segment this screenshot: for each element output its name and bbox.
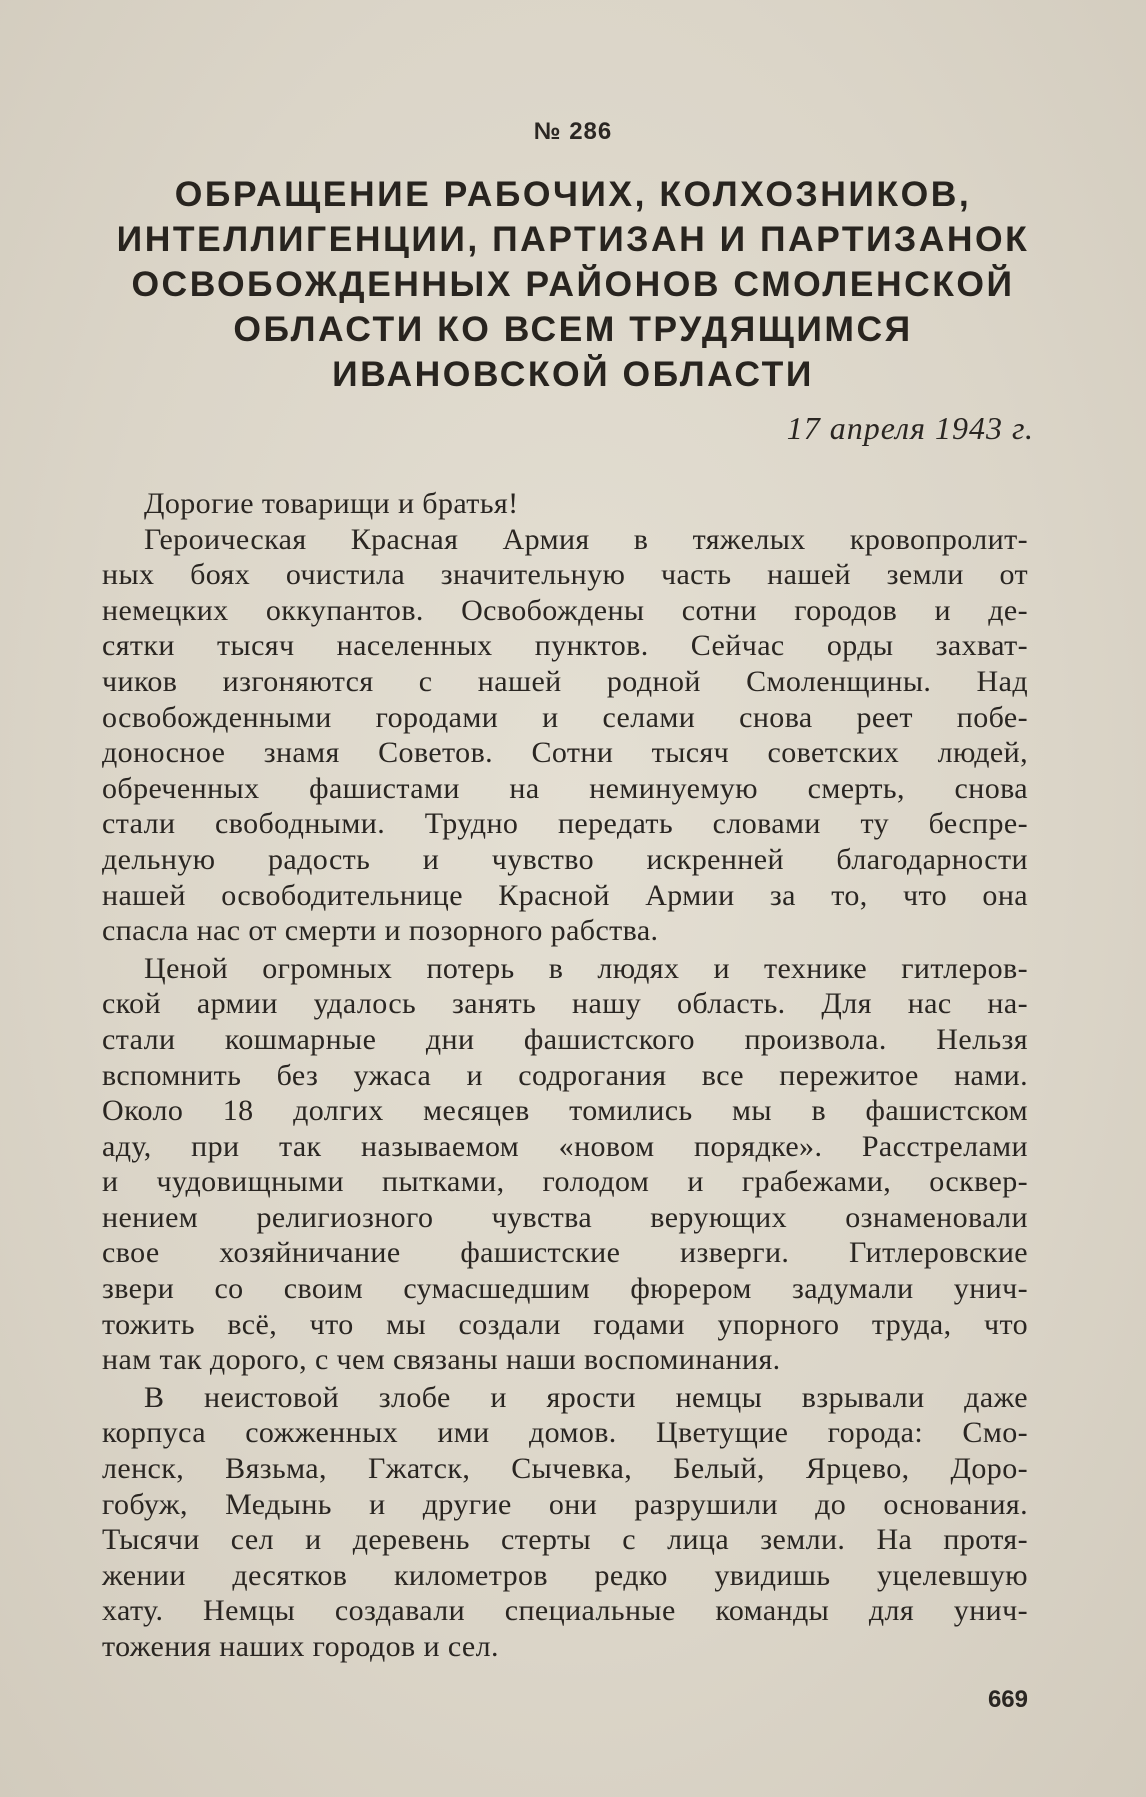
text-line: и чудовищными пытками, голодом и грабежами, осквер- (102, 1165, 1028, 1199)
text-line: тожения наших городов и сел. (102, 1630, 499, 1663)
text-line: стали свободными. Трудно передать словами ту беспре- (102, 807, 1028, 841)
text-line: ленск, Вязьма, Гжатск, Сычевка, Белый, Ярцево, Доро- (102, 1452, 1028, 1486)
paragraph-2 (102, 951, 1028, 1378)
text-line: В неистовой злобе и ярости немцы взрывали даже (144, 1380, 1028, 1414)
page-number: 669 (987, 1686, 1028, 1713)
text-line: дельную радость и чувство искренней благодарности (102, 842, 1028, 876)
text-line: свое хозяйничание фашистские изверги. Гитлеровские (102, 1236, 1028, 1270)
text-line: обреченных фашистами на неминуемую смерть, снова (102, 771, 1028, 805)
text-line: ных боях очистила значительную часть нашей земли от (102, 558, 1028, 592)
text-line: нением религиозного чувства верующих ознаменовали (102, 1200, 1028, 1234)
text-line: жении десятков километров редко увидишь уцелевшую (102, 1558, 1028, 1592)
text-line: немецких оккупантов. Освобождены сотни городов и де- (102, 593, 1028, 627)
document-number: № 286 (533, 118, 613, 145)
document-body (102, 486, 1028, 1665)
text-line: стали кошмарные дни фашистского произвола. Нельзя (102, 1022, 1028, 1056)
text-line: сятки тысяч населенных пунктов. Сейчас орды захват- (102, 629, 1028, 663)
text-line: спасла нас от смерти и позорного рабства. (102, 914, 659, 948)
text-line: Около 18 долгих месяцев томились мы в фашистском (102, 1094, 1028, 1128)
document-date: 17 апреля 1943 г. (786, 410, 1034, 446)
title-line: ОСВОБОЖДЕННЫХ РАЙОНОВ СМОЛЕНСКОЙ (131, 264, 1015, 304)
text-line: ской армии удалось занять нашу область. Для нас на- (102, 987, 1028, 1021)
text-line: гобуж, Медынь и другие они разрушили до основания. (102, 1487, 1028, 1521)
text-line: Героическая Красная Армия в тяжелых кровопролит- (144, 522, 1028, 556)
text-line: чиков изгоняются с нашей родной Смоленщины. Над (102, 664, 1028, 698)
document-title (100, 172, 1046, 397)
title-line: ОБРАЩЕНИЕ РАБОЧИХ, КОЛХОЗНИКОВ, (174, 174, 972, 214)
text-line: Ценой огромных потерь в людях и технике гитлеров- (144, 951, 1028, 985)
title-line: ОБЛАСТИ КО ВСЕМ ТРУДЯЩИМСЯ (233, 309, 913, 349)
text-line: звери со своим сумасшедшим фюрером задумали унич- (102, 1272, 1028, 1306)
text-line: аду, при так называемом «новом порядке». Расстрелами (102, 1129, 1028, 1163)
text-line: корпуса сожженных ими домов. Цветущие города: Смо- (102, 1416, 1028, 1450)
greeting: Дорогие товарищи и братья! (144, 487, 519, 520)
title-line: ИВАНОВСКОЙ ОБЛАСТИ (332, 354, 814, 394)
paragraph-3 (102, 1380, 1028, 1665)
title-line: ИНТЕЛЛИГЕНЦИИ, ПАРТИЗАН И ПАРТИЗАНОК (116, 219, 1030, 259)
text-line: доносное знамя Советов. Сотни тысяч советских людей, (102, 736, 1028, 770)
text-line: нам так дорого, с чем связаны наши воспоминания. (102, 1343, 781, 1377)
text-line: освобожденными городами и селами снова реет побе- (102, 700, 1028, 734)
text-line: тожить всё, что мы создали годами упорного труда, что (102, 1307, 1028, 1341)
text-line: Тысячи сел и деревень стерты с лица земли. На протя- (102, 1523, 1028, 1557)
paragraph-1 (102, 522, 1028, 949)
text-line: хату. Немцы создавали специальные команды для унич- (102, 1594, 1028, 1628)
text-line: нашей освободительнице Красной Армии за то, что она (102, 878, 1028, 912)
text-line: вспомнить без ужаса и содрогания все пережитое нами. (102, 1058, 1028, 1092)
